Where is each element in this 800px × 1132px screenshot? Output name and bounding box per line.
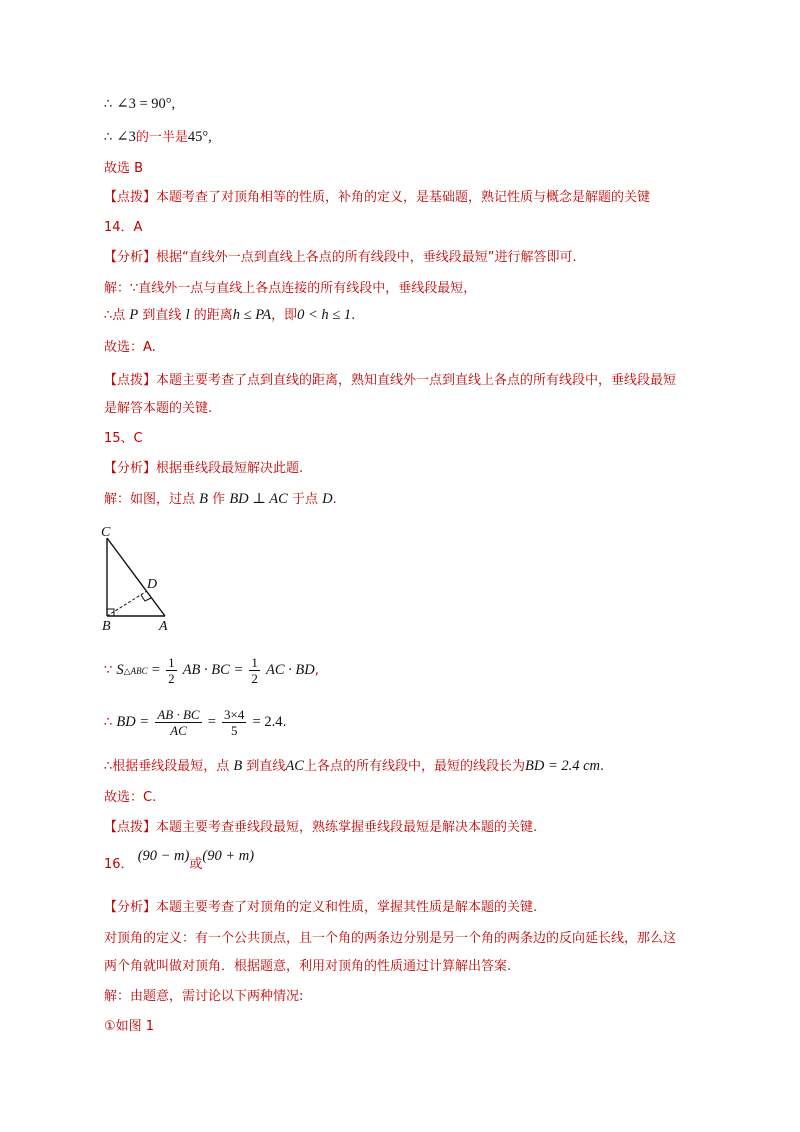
analysis-15: 【分析】根据垂线段最短解决此题.	[104, 461, 304, 476]
area-equation: ∵ S△ABC = $\frac{1}{2}$ AB · BC = $\frac{1}{2}$ AC · BD,	[104, 655, 319, 686]
question-16-answer: 16． (90 − m)或(90 + m)	[104, 848, 255, 872]
solution-16-intro: 解：由题意，需讨论以下两种情况:	[104, 989, 304, 1004]
tip-14-line1: 【点拨】本题主要考查了点到直线的距离，熟知直线外一点到直线上各点的所有线段中，垂线段最短	[104, 373, 677, 388]
line-half-angle3: ∴ ∠3的一半是45°,	[104, 129, 212, 145]
solution-15-line1: 解：如图，过点 B 作 BD ⊥ AC 于点 D.	[104, 491, 337, 507]
solution-14-line2: ∴点 P 到直线 l 的距离h ≤ PA，即0 < h ≤ 1.	[104, 307, 356, 323]
conclusion-15: ∴根据垂线段最短，点 B 到直线AC上各点的所有线段中，最短的线段长为BD = 2.4 cm.	[104, 758, 605, 774]
question-14-answer: 14．A	[104, 220, 143, 235]
fraction-half-1: $\frac{1}{2}$	[168, 655, 175, 686]
tip-13: 【点拨】本题考查了对顶角相等的性质，补角的定义，是基础题，熟记性质与概念是解题的关键	[104, 190, 651, 205]
label-c: C	[101, 525, 111, 540]
case-1-figure-ref: ①如图 1	[104, 1019, 155, 1034]
label-a: A	[159, 619, 168, 632]
choose-a: 故选：A.	[104, 340, 156, 355]
tip-15: 【点拨】本题主要考查垂线段最短，熟练掌握垂线段最短是解决本题的关键.	[104, 820, 538, 835]
fraction-3x4-over-5: $\frac{3\times 4}{5}$	[224, 707, 245, 738]
tip-14-line2: 是解答本题的关键.	[104, 401, 213, 416]
choose-c: 故选：C.	[104, 790, 157, 805]
label-d: D	[147, 577, 158, 592]
fraction-half-2: $\frac{1}{2}$	[251, 655, 258, 686]
line-angle3-90: ∴ ∠3 = 90°,	[104, 96, 176, 112]
fraction-ab-bc-over-ac: $\frac{AB \cdot BC}{AC}$	[157, 707, 200, 738]
solution-14-line1: 解：∵直线外一点与直线上各点连接的所有线段中，垂线段最短，	[104, 281, 477, 296]
definition-line1: 对顶角的定义：有一个公共顶点，且一个角的两条边分别是另一个角的两条边的反向延长线，那么这	[104, 931, 677, 946]
label-b: B	[102, 619, 111, 632]
choose-b: 故选 B	[104, 161, 144, 176]
bd-computation: ∴ BD = $\frac{AB \cdot BC}{AC}$ = $\frac{3\times 4}{5}$ = 2.4.	[104, 707, 287, 738]
altitude-bd	[107, 591, 147, 616]
definition-line2: 两个角就叫做对顶角．根据题意，利用对顶角的性质通过计算解出答案.	[104, 959, 512, 974]
question-15-answer: 15、C	[104, 431, 143, 446]
analysis-14: 【分析】根据“直线外一点到直线上各点的所有线段中，垂线段最短”进行解答即可.	[104, 250, 577, 265]
analysis-16: 【分析】本题主要考查了对顶角的定义和性质，掌握其性质是解本题的关键.	[104, 900, 538, 915]
triangle-figure	[96, 522, 186, 632]
